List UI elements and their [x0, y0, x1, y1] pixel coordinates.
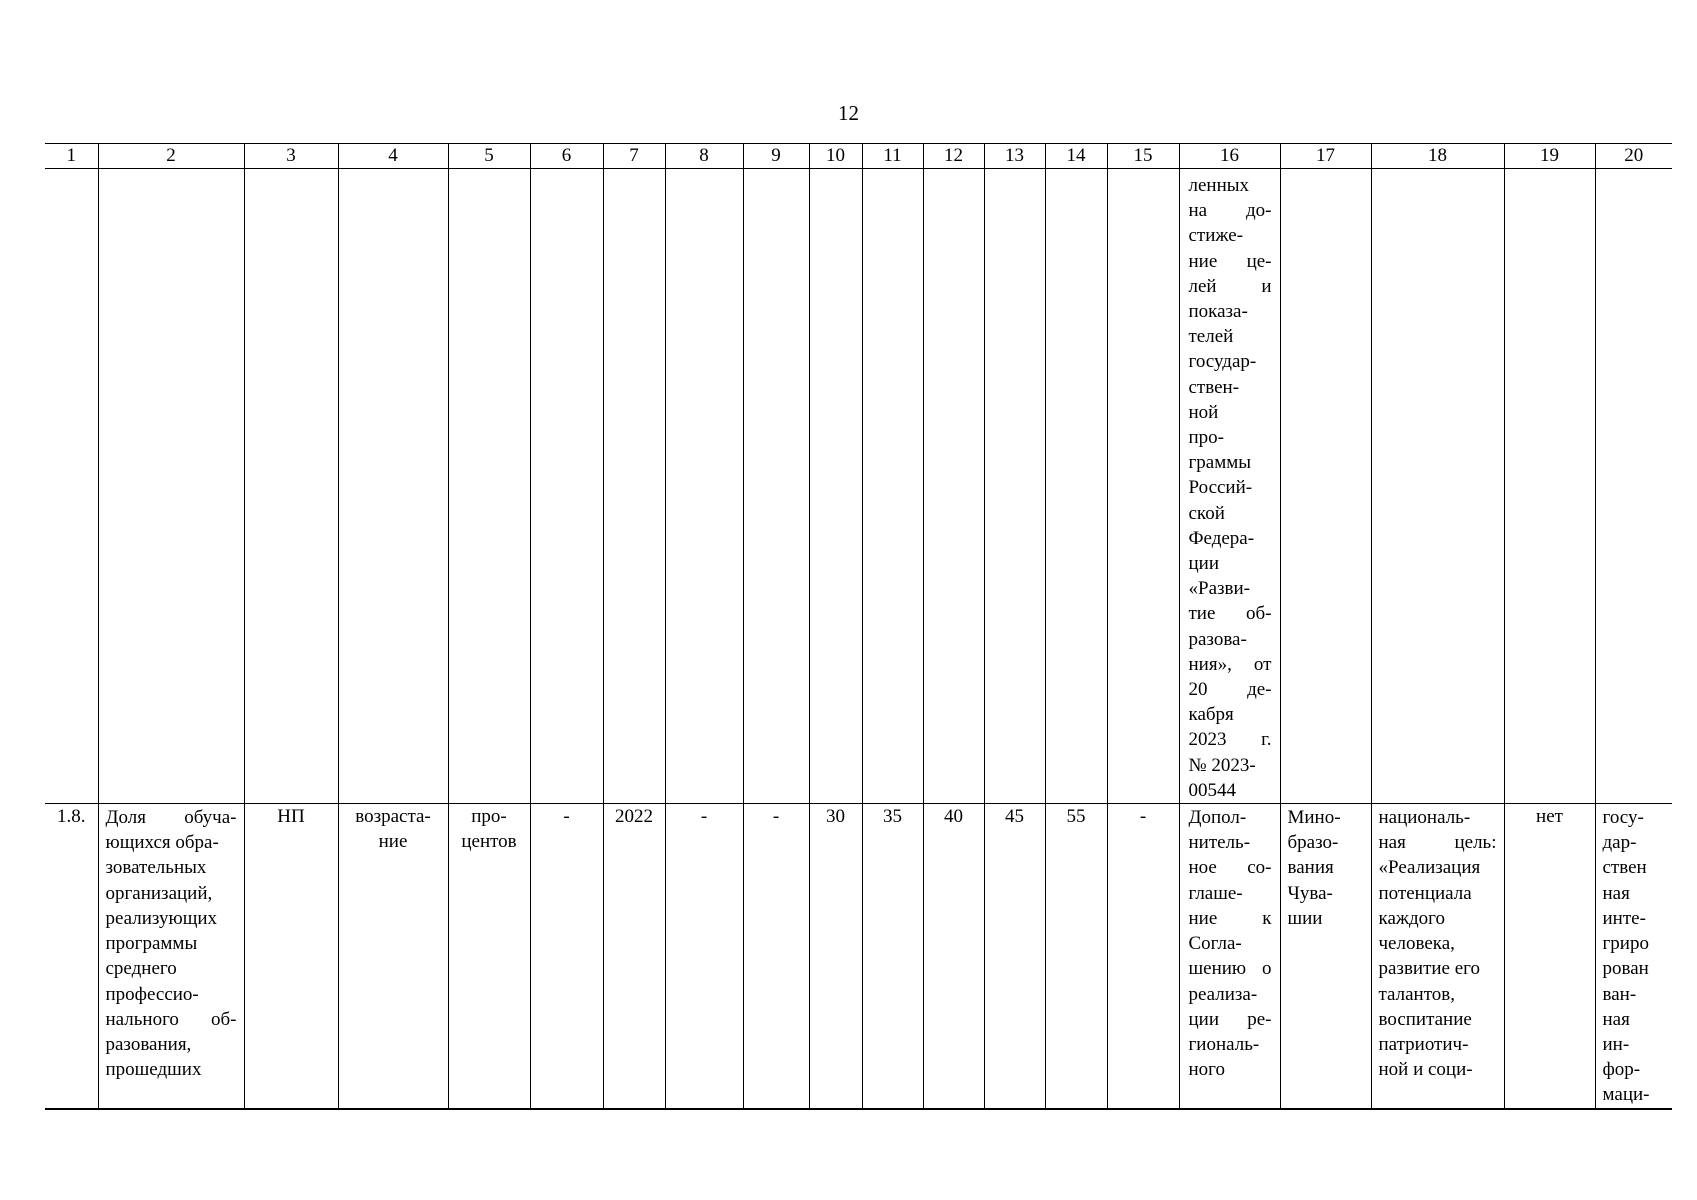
text-line: № 2023-: [1188, 754, 1256, 776]
text-line: центов: [461, 831, 517, 853]
column-header: 2: [98, 144, 244, 169]
value-cell-col11: [862, 804, 923, 1109]
national-goal-text: [1372, 804, 1504, 1082]
text-line: кабря: [1188, 704, 1234, 726]
column-header: 12: [923, 144, 984, 169]
text-line: шению о: [1188, 958, 1272, 980]
column-header: 7: [603, 144, 665, 169]
base-value-cell: [530, 804, 603, 1109]
level-cell: [244, 804, 338, 1109]
row-number: 1.8.: [57, 806, 86, 828]
responsible-cell: [1280, 804, 1371, 1109]
text-line: Допол-: [1188, 807, 1247, 829]
text-line: фор-: [1602, 1059, 1641, 1081]
text-line: бразо-: [1287, 832, 1339, 854]
column-header: 8: [665, 144, 743, 169]
text-line: лей и: [1188, 275, 1272, 297]
text-line: Чува-: [1287, 882, 1333, 904]
text-line: ленных: [1188, 175, 1250, 196]
value: -: [700, 806, 708, 828]
value-cell-col13: [984, 804, 1045, 1109]
empty-cell: [1595, 169, 1672, 804]
text-line: Согла-: [1188, 933, 1242, 955]
empty-cell: [1371, 169, 1504, 804]
text-line: реализующих: [105, 907, 218, 929]
empty-cell: [45, 169, 98, 804]
text-line: инте-: [1602, 907, 1646, 929]
text-line: ная цель:: [1378, 832, 1497, 854]
text-line: ной и соци-: [1378, 1059, 1473, 1081]
indicator-name-text: [99, 804, 244, 1082]
value: 55: [1066, 806, 1086, 828]
table-row-continuation: [45, 169, 1672, 804]
text-line: телей: [1188, 326, 1234, 348]
trend-cell: [338, 804, 448, 1109]
text-line: маци-: [1602, 1084, 1650, 1106]
column-header: 4: [338, 144, 448, 169]
empty-cell: [530, 169, 603, 804]
text-line: программы: [105, 933, 198, 955]
level-value: НП: [277, 806, 305, 828]
page-number: 12: [838, 101, 859, 125]
column-header: 17: [1280, 144, 1371, 169]
table-row-1-8: [45, 804, 1672, 1109]
text-line: Россий-: [1188, 477, 1253, 499]
text-line: организаций,: [105, 882, 213, 904]
text-line: государ-: [1188, 351, 1257, 373]
text-line: ное со-: [1188, 857, 1272, 879]
text-line: ная: [1602, 882, 1630, 904]
row-number-cell: [45, 804, 98, 1109]
text-line: ного: [1188, 1059, 1225, 1081]
text-line: нального об-: [105, 1008, 237, 1030]
text-line: «Реализация: [1378, 857, 1481, 879]
text-line: Мино-: [1287, 807, 1341, 829]
document-cell: [1179, 804, 1280, 1109]
value: -: [772, 806, 780, 828]
text-line: ин-: [1602, 1033, 1630, 1055]
document-cell-continuation: [1179, 169, 1280, 804]
text-line: ствен-: [1188, 376, 1240, 398]
value-cell-col15: [1107, 804, 1179, 1109]
col19-cell: [1504, 804, 1595, 1109]
text-line: ние це-: [1188, 250, 1272, 272]
text-line: ской: [1188, 502, 1225, 524]
national-goal-cell: [1371, 804, 1504, 1109]
column-header: 9: [743, 144, 809, 169]
column-header: 1: [45, 144, 98, 169]
info-system-cell: [1595, 804, 1672, 1109]
column-header: 16: [1179, 144, 1280, 169]
responsible-text: [1281, 804, 1371, 931]
text-line: талантов,: [1378, 983, 1455, 1005]
text-line: показа-: [1188, 301, 1248, 323]
text-line: госу-: [1602, 807, 1644, 829]
value: -: [1139, 806, 1147, 828]
text-line: стиже-: [1188, 225, 1244, 247]
document-text: [1180, 804, 1280, 1082]
text-line: профессио-: [105, 983, 199, 1005]
column-header: 6: [530, 144, 603, 169]
text-line: воспитание: [1378, 1008, 1472, 1030]
text-line: дар-: [1602, 832, 1637, 854]
text-line: 00544: [1188, 779, 1236, 801]
column-header: 14: [1045, 144, 1107, 169]
column-header: 13: [984, 144, 1045, 169]
text-line: ции: [1188, 553, 1220, 575]
text-line: ния», от: [1188, 653, 1272, 675]
column-header: 3: [244, 144, 338, 169]
empty-cell: [1280, 169, 1371, 804]
text-line: возраста-: [355, 806, 431, 828]
text-line: про-: [471, 806, 507, 828]
text-line: потенциала: [1378, 882, 1472, 904]
empty-cell: [603, 169, 665, 804]
column-header: 15: [1107, 144, 1179, 169]
value-cell-col10: [809, 804, 862, 1109]
text-line: ние к: [1188, 907, 1272, 929]
text-line: ции ре-: [1188, 1008, 1272, 1030]
text-line: гиональ-: [1188, 1033, 1260, 1055]
empty-cell: [743, 169, 809, 804]
text-line: ной: [1188, 401, 1219, 423]
base-year: 2022: [615, 806, 653, 828]
empty-cell: [98, 169, 244, 804]
text-line: реализа-: [1188, 983, 1258, 1005]
text-line: глаше-: [1188, 882, 1243, 904]
value-cell-col14: [1045, 804, 1107, 1109]
base-value: -: [563, 806, 570, 828]
text-line: про-: [1188, 427, 1224, 449]
value: 35: [883, 806, 902, 828]
text-line: Доля обуча-: [105, 807, 237, 829]
text-line: Федера-: [1188, 527, 1255, 549]
text-line: патриотич-: [1378, 1033, 1469, 1055]
text-line: ющихся обра-: [105, 832, 219, 854]
column-number-row: [45, 144, 1672, 169]
text-line: среднего: [105, 958, 177, 980]
column-header: 5: [448, 144, 530, 169]
text-line: шии: [1287, 907, 1323, 929]
empty-cell: [338, 169, 448, 804]
empty-cell: [244, 169, 338, 804]
text-line: 2023 г.: [1188, 729, 1272, 751]
text-line: граммы: [1188, 452, 1252, 474]
value-cell-col8: [665, 804, 743, 1109]
text-line: ван-: [1602, 983, 1637, 1005]
indicators-table: [45, 143, 1672, 1110]
text-line: ная: [1602, 1008, 1630, 1030]
text-line: человека,: [1378, 933, 1455, 955]
info-system-text: [1596, 804, 1673, 1107]
text-line: разования,: [105, 1033, 192, 1055]
text-line: каждого: [1378, 907, 1445, 929]
text-line: нитель-: [1188, 832, 1251, 854]
text-line: зовательных: [105, 857, 207, 879]
text-line: тие об-: [1188, 603, 1272, 625]
base-year-cell: [603, 804, 665, 1109]
text-line: ствен: [1602, 857, 1647, 879]
empty-cell: [448, 169, 530, 804]
text-line: рован: [1602, 958, 1649, 980]
col19-value: нет: [1536, 806, 1563, 828]
indicator-name-cell: [98, 804, 244, 1109]
text-line: гриро: [1602, 933, 1649, 955]
empty-cell: [984, 169, 1045, 804]
text-line: на до-: [1188, 200, 1272, 222]
empty-cell: [862, 169, 923, 804]
text-line: ние: [378, 831, 408, 853]
text-line: прошедших: [105, 1059, 202, 1081]
empty-cell: [923, 169, 984, 804]
text-line: развитие его: [1378, 958, 1480, 980]
column-header: 19: [1504, 144, 1595, 169]
column-header: 18: [1371, 144, 1504, 169]
column-header: 10: [809, 144, 862, 169]
value-cell-col9: [743, 804, 809, 1109]
empty-cell: [1504, 169, 1595, 804]
text-line: 20 де-: [1188, 679, 1272, 701]
empty-cell: [665, 169, 743, 804]
document-text-continuation: [1180, 169, 1280, 803]
value: 45: [1005, 806, 1024, 828]
text-line: вания: [1287, 857, 1334, 879]
unit-cell: [448, 804, 530, 1109]
value-cell-col12: [923, 804, 984, 1109]
empty-cell: [1107, 169, 1179, 804]
value: 30: [826, 806, 845, 828]
text-line: «Разви-: [1188, 578, 1250, 600]
empty-cell: [1045, 169, 1107, 804]
column-header: 11: [862, 144, 923, 169]
text-line: разова-: [1188, 628, 1247, 650]
value: 40: [944, 806, 963, 828]
column-header: 20: [1595, 144, 1672, 169]
text-line: националь-: [1378, 807, 1471, 829]
empty-cell: [809, 169, 862, 804]
